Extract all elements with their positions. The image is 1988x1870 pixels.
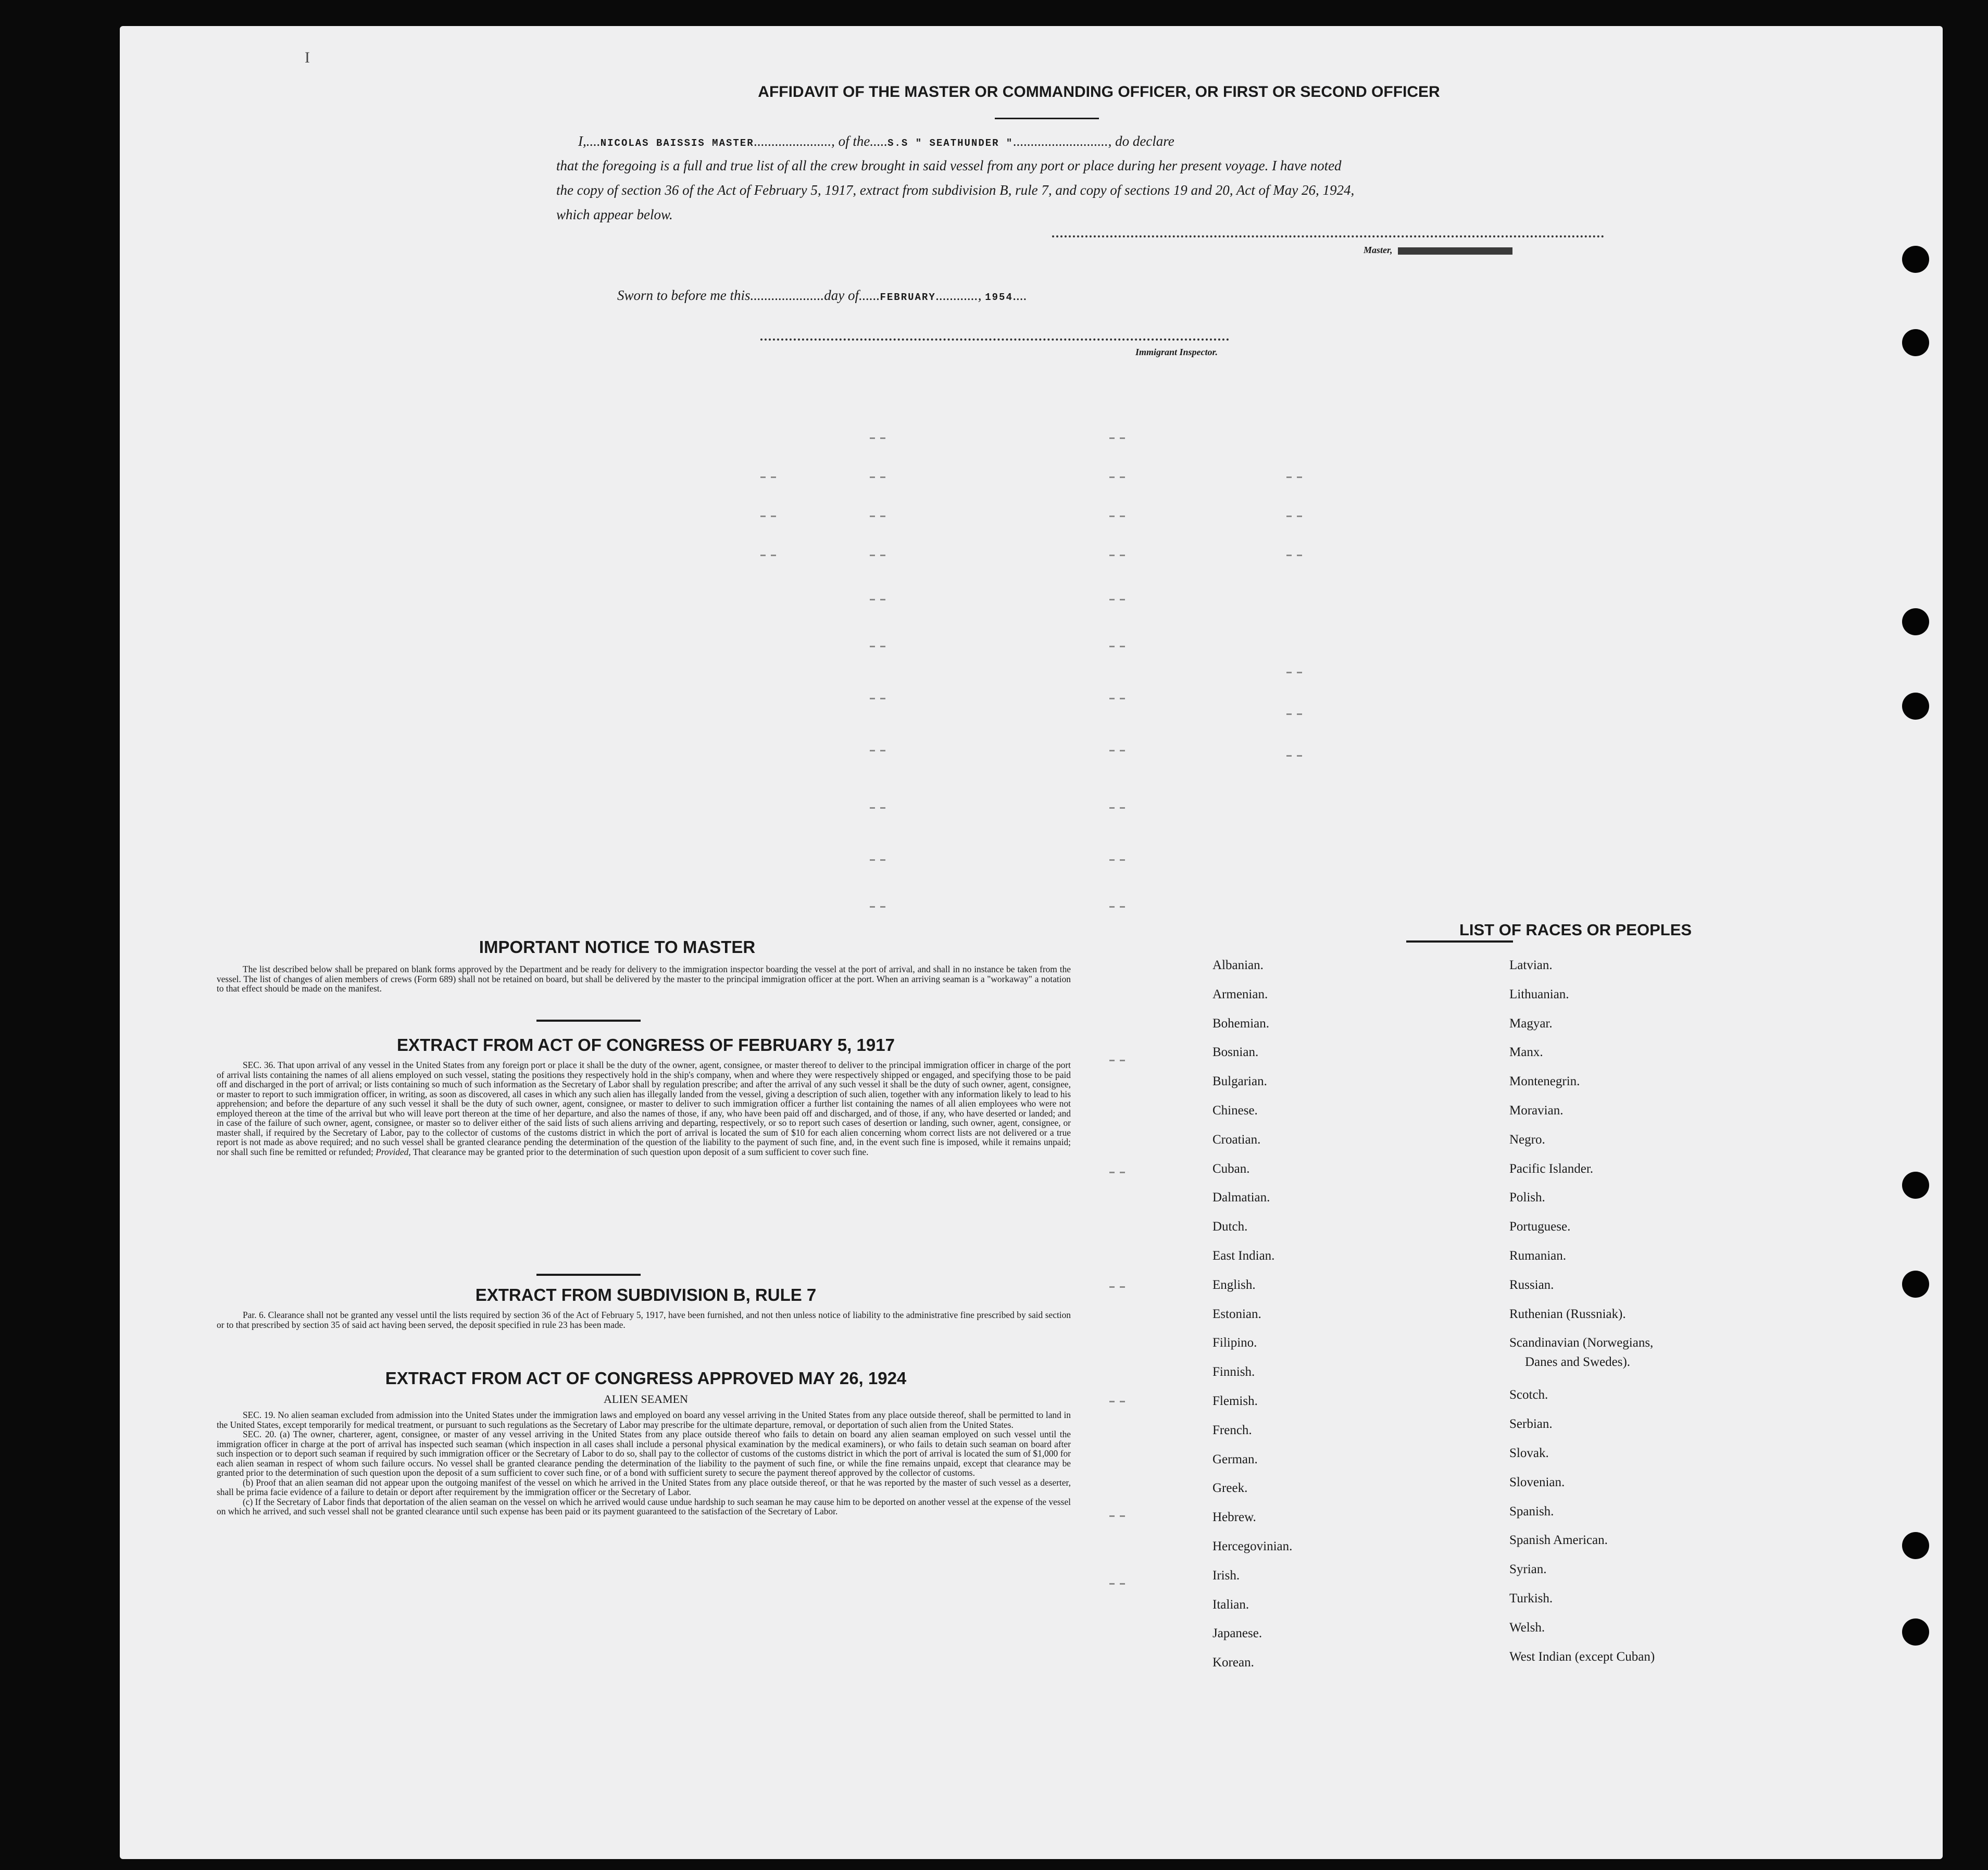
race-right-11: Rumanian. [1509, 1249, 1567, 1263]
bleed-dash [1286, 476, 1304, 478]
race-left-19: Greek. [1212, 1481, 1248, 1495]
bleed-dash [870, 516, 887, 517]
inspector-signature-line [760, 336, 1229, 341]
race-left-23: Italian. [1212, 1598, 1249, 1612]
rule7-title: EXTRACT FROM SUBDIVISION B, RULE 7 [475, 1285, 817, 1304]
race-right-6: Moravian. [1509, 1103, 1564, 1118]
race-right-24: West Indian (except Cuban) [1509, 1650, 1655, 1664]
race-right-9: Polish. [1509, 1190, 1545, 1204]
bleed-dash [870, 807, 887, 809]
line1-suffix: , do declare [1108, 133, 1174, 149]
punch-hole [1902, 1271, 1929, 1298]
race-left-3: Bohemian. [1212, 1016, 1270, 1031]
races-rule [1406, 940, 1513, 943]
bleed-dash [870, 698, 887, 699]
bleed-dash [1109, 1060, 1127, 1061]
bleed-dash [1109, 1401, 1127, 1402]
act1924-text-block [217, 1410, 1071, 1516]
punch-hole [1902, 693, 1929, 720]
race-left-5: Bulgarian. [1212, 1074, 1267, 1088]
bleed-dash [760, 516, 778, 517]
bleed-dash [870, 646, 887, 647]
line1-fill: ...................... [754, 133, 832, 149]
act1917-text-block [217, 1060, 1071, 1157]
bleed-dash [1286, 555, 1304, 556]
bleed-dash [1109, 750, 1127, 751]
race-left-1: Albanian. [1212, 958, 1264, 972]
line1-mid: , of the..... [831, 133, 888, 149]
bleed-dash [870, 859, 887, 861]
race-left-21: Hercegovinian. [1212, 1539, 1293, 1553]
race-left-13: Estonian. [1212, 1307, 1261, 1321]
bleed-dash [1286, 516, 1304, 517]
act1917-rule [536, 1274, 641, 1276]
race-right-22: Turkish. [1509, 1591, 1553, 1605]
race-left-9: Dalmatian. [1212, 1190, 1270, 1204]
bleed-dash [1109, 599, 1127, 600]
act1924-title: EXTRACT FROM ACT OF CONGRESS APPROVED MAY 26, 1924 [385, 1369, 907, 1388]
race-right-17: Slovak. [1509, 1446, 1549, 1460]
act1917-text-a: SEC. 36. That upon arrival of any vessel in the United States from any foreign port or place it shall be the duty of the owner, agent, consignee, or master thereof to deliver to the principal immigration officer in charge of the port of arrival lists containing the names of all aliens employed on such vessel, stating the positions they respectively hold in the ship's company, when and where they were respectively shipped or engaged, and specifying those to be paid off and discharged in the port of arrival; or lists containing so much of such information as the Secretary of Labor shall by regulation prescribe; and after the arrival of any such vessel it shall be the duty of such owner, agent, consignee, or master to report to such immigration officer, in writing, as soon as discovered, all cases in which any such alien has illegally landed from the vessel, giving a description of such alien, together with any information likely to lead to his apprehension; and before the departure of any such vessel it shall be the duty of such owner, agent, consignee, or master to deliver to such immigration officer a further list containing the names of all alien employees who were not employed thereon at the time of the arrival but who will leave port thereon at the time of her departure, and also the names of those, if any, who have been paid off and discharged, and of those, if any, who have deserted or landed; and in case of the failure of such owner, agent, consignee, or master so to deliver either of the said lists of such aliens arriving and departing, respectively, or so to report such cases of desertion or landing, such owner, agent, consignee, or master shall, if required by the Secretary of Labor, pay to the collector of customs of the customs district in which the port of arrival is located the sum of $10 for each alien concerning whom correct lists are not delivered or a true report is not made as above required; and no such vessel shall be granted clearance pending the determination of the question of the liability to the payment of such fine, and, in the event such fine is imposed, while it remains unpaid; nor shall such fine be remitted or refunded; [217, 1060, 1071, 1157]
line1-prefix: I,.... [578, 133, 601, 149]
sworn-fill-2: ...... [859, 287, 880, 303]
bleed-dash [870, 906, 887, 908]
affidavit-title: AFFIDAVIT OF THE MASTER OR COMMANDING OFFICER, OR FIRST OR SECOND OFFICER [758, 83, 1440, 101]
bleed-dash [1109, 516, 1127, 517]
race-left-25: Korean. [1212, 1655, 1254, 1670]
act1924-subtitle: ALIEN SEAMEN [604, 1392, 688, 1405]
bleed-dash [1286, 672, 1304, 673]
race-left-11: East Indian. [1212, 1249, 1275, 1263]
race-right-1: Latvian. [1509, 958, 1553, 972]
bleed-dash [870, 750, 887, 751]
inspector-label: Immigrant Inspector. [1135, 347, 1218, 357]
race-left-18: German. [1212, 1452, 1258, 1466]
race-right-13: Ruthenian (Russniak). [1509, 1307, 1626, 1321]
punch-hole [1902, 608, 1929, 635]
document-sheet [120, 26, 1943, 1859]
race-left-4: Bosnian. [1212, 1045, 1259, 1059]
notice-title: IMPORTANT NOTICE TO MASTER [479, 937, 756, 957]
race-left-16: Flemish. [1212, 1394, 1258, 1408]
race-right-20: Spanish American. [1509, 1533, 1608, 1547]
race-right-3: Magyar. [1509, 1016, 1553, 1031]
race-left-22: Irish. [1212, 1568, 1240, 1583]
rule7-text: Par. 6. Clearance shall not be granted any vessel until the lists required by section 36 of the Act of February 5, 1917, have been furnished, and not then unless notice of liability to the administrative fine prescribed by said section or to that prescribed by section 35 of said act having been served, the deposit specified in rule 23 has been made. [217, 1310, 1071, 1330]
act1917-title: EXTRACT FROM ACT OF CONGRESS OF FEBRUARY 5, 1917 [397, 1035, 895, 1055]
bleed-dash [870, 476, 887, 478]
punch-hole [1902, 1172, 1929, 1199]
race-right-5: Montenegrin. [1509, 1074, 1580, 1088]
race-left-8: Cuban. [1212, 1162, 1250, 1176]
bleed-dash [1109, 807, 1127, 809]
sworn-fill-1: ..................... [750, 287, 824, 303]
bleed-dash [760, 476, 778, 478]
master-signature-line [1052, 233, 1604, 237]
act1924-sec20a: SEC. 20. (a) The owner, charterer, agent, consignee, or master of any vessel arriving in the United States from any place outside thereof who fails to detain on board any alien seaman employed on such vessel until the immigration officer in charge at the port of arrival has inspected such seaman (which inspection in all cases shall include a personal physical examination by the medical examiners), or who fails to detain such seaman on board after such inspection or to deport such seaman if required by such immigration officer or the Secretary of Labor to do so, shall pay to the collector of customs of the customs district in which the port of arrival is located the sum of $1,000 for each alien seaman in respect of whom such failure occurs. No vessel shall be granted clearance pending the determination of the liability to the payment of such fine, or while the fine remains unpaid, except that clearance may be granted prior to the determination of such question upon the deposit of a sum sufficient to cover such fine, or of a bond with sufficient surety to secure the payment thereof approved by the collector of customs. [217, 1429, 1071, 1478]
master-signature-stamp [1398, 247, 1512, 255]
sworn-fill-3: ............, [935, 287, 985, 303]
race-left-10: Dutch. [1212, 1220, 1248, 1234]
act1917-text-b: That clearance may be granted prior to the determination of such question upon deposit of a sum sufficient to cover such fine. [412, 1146, 869, 1157]
title-rule [995, 118, 1099, 119]
race-right-18: Slovenian. [1509, 1475, 1565, 1489]
notice-text-block [217, 964, 1071, 994]
act1924-sec20b: (b) Proof that an alien seaman did not appear upon the outgoing manifest of the vessel on which he arrived in the United States from any place outside thereof, or that he was reported by the master of such vessel as a deserter, shall be prima facie evidence of a failure to detain or deport after requirement by the immigration officer or the Secretary of Labor. [217, 1477, 1071, 1497]
act1917-text [217, 1060, 1071, 1157]
sworn-month: FEBRUARY [880, 292, 936, 303]
race-left-20: Hebrew. [1212, 1510, 1256, 1524]
master-label-wrap [1364, 245, 1512, 256]
race-left-2: Armenian. [1212, 987, 1268, 1001]
bleed-dash [1109, 906, 1127, 908]
bleed-dash [870, 437, 887, 439]
race-left-12: English. [1212, 1278, 1256, 1292]
race-left-7: Croatian. [1212, 1133, 1261, 1147]
act1917-provided: Provided, [376, 1146, 411, 1157]
races-list [1212, 958, 1890, 1724]
race-right-8: Pacific Islander. [1509, 1162, 1594, 1176]
race-right-16: Serbian. [1509, 1417, 1553, 1431]
notice-text: The list described below shall be prepared on blank forms approved by the Department and be ready for delivery to the immigration inspector boarding the vessel at the port of arrival, and shall in no instance be taken from the vessel. The list of changes of alien members of crews (Form 689) shall not be retained on board, but shall be delivered by the master to the principal immigration officer at the port. When an arriving seaman is a "workaway" a notation to that effect should be made on the manifest. [217, 964, 1071, 994]
bleed-dash [760, 555, 778, 556]
bleed-dash [1109, 437, 1127, 439]
race-right-15: Scotch. [1509, 1388, 1548, 1402]
race-right-21: Syrian. [1509, 1562, 1547, 1576]
sworn-day: day of [824, 287, 859, 303]
act1924-sec20c: (c) If the Secretary of Labor finds that deportation of the alien seaman on the vessel on which he arrived would cause undue hardship to such seaman he may cause him to be deported on another vessel at the expense of the vessel on which he arrived, and such vessel shall not be granted clearance until such expense has been paid or its payment guaranteed to the satisfaction of the Secretary of Labor. [217, 1496, 1071, 1516]
race-left-14: Filipino. [1212, 1336, 1257, 1350]
bleed-dash [870, 599, 887, 600]
bleed-dash [1109, 698, 1127, 699]
sworn-year-digit: 4 [1006, 292, 1013, 303]
race-right-14-cont: Danes and Swedes). [1525, 1355, 1631, 1369]
sworn-year: 195 [985, 292, 1006, 303]
bleed-dash [1109, 859, 1127, 861]
race-right-2: Lithuanian. [1509, 987, 1569, 1001]
vessel-name: S.S " SEATHUNDER " [887, 137, 1014, 149]
races-title: LIST OF RACES OR PEOPLES [1459, 921, 1692, 939]
race-left-6: Chinese. [1212, 1103, 1258, 1118]
race-right-12: Russian. [1509, 1278, 1554, 1292]
notice-rule [536, 1020, 641, 1022]
bleed-dash [1109, 646, 1127, 647]
rule7-text-block [217, 1310, 1071, 1329]
punch-hole [1902, 1532, 1929, 1559]
race-right-23: Welsh. [1509, 1621, 1545, 1635]
bleed-dash [1109, 1515, 1127, 1517]
bleed-dash [1109, 555, 1127, 556]
race-left-24: Japanese. [1212, 1626, 1262, 1640]
sworn-line [617, 287, 1027, 304]
bleed-dash [1286, 755, 1304, 757]
bleed-dash [1109, 1583, 1127, 1585]
affidavit-line2: that the foregoing is a full and true list of all the crew brought in said vessel from any port or place during her present voyage. I have noted [556, 158, 1342, 173]
sworn-prefix: Sworn to before me this [617, 287, 751, 303]
race-left-15: Finnish. [1212, 1365, 1255, 1379]
master-label: Master, [1364, 245, 1393, 255]
bleed-dash [1286, 713, 1304, 715]
affidavit-line4: which appear below. [556, 207, 673, 222]
punch-hole [1902, 329, 1929, 356]
affidavit-line1 [578, 133, 1174, 149]
race-right-7: Negro. [1509, 1133, 1545, 1147]
master-name: NICOLAS BAISSIS MASTER [600, 137, 754, 149]
race-left-17: French. [1212, 1423, 1252, 1437]
page-mark: I [305, 49, 310, 66]
race-right-19: Spanish. [1509, 1504, 1554, 1518]
bleed-dash [870, 555, 887, 556]
punch-hole [1902, 1618, 1929, 1646]
bleed-dash [1109, 476, 1127, 478]
bleed-dash [1109, 1286, 1127, 1288]
sworn-fill-4: .... [1012, 287, 1027, 303]
punch-hole [1902, 246, 1929, 273]
line1-fill-2: ........................... [1013, 133, 1108, 149]
act1924-sec19: SEC. 19. No alien seaman excluded from admission into the United States under the immigration laws and employed on board any vessel arriving in the United States from any place outside thereof, shall be permitted to land in the United States, except temporarily for medical treatment, or pursuant to such regulations as the Secretary of Labor may prescribe for the ultimate departure, removal, or deportation of such alien from the United States. [217, 1410, 1071, 1430]
race-right-4: Manx. [1509, 1045, 1543, 1059]
affidavit-line3: the copy of section 36 of the Act of February 5, 1917, extract from subdivision B, rule 7, and copy of sections 19 and 20, Act of May 26, 1924, [556, 182, 1355, 198]
race-right-10: Portuguese. [1509, 1220, 1571, 1234]
race-right-14: Scandinavian (Norwegians, [1509, 1336, 1654, 1350]
bleed-dash [1109, 1172, 1127, 1173]
